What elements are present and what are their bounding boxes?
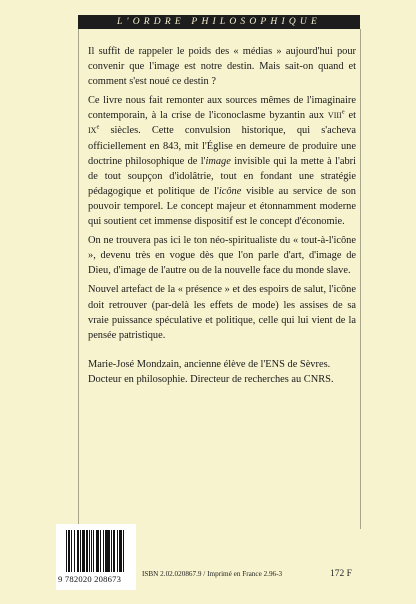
author-bio: Marie-José Mondzain, ancienne élève de l'ENS de Sèvres. Docteur en philosophie. Directeur de recherches au CNRS. xyxy=(88,358,334,385)
text-run: visible au service de son pouvoir temporel. Le concept majeur et étonnamment moderne qui soutient cet immense dispositif est le concept d'économie. xyxy=(88,185,356,228)
text-run: invisible qui la mette à l'abri de tout soupçon d'idolâtrie, tout en fondant une stratégie pédagogique et politique de l' xyxy=(88,155,356,197)
roman-numeral: IX xyxy=(88,126,97,136)
paragraph-tone: On ne trouvera pas ici le ton néo-spiritualiste du « tout-à-l'icône », devenu très en vogue dès que l'on parle d'art, d'image de Dieu, d'image de l'autre ou de la nouvelle face du monde slave. xyxy=(88,235,356,277)
superscript: e xyxy=(96,124,100,131)
paragraph-intro: Il suffit de rappeler le poids des « médias » aujourd'hui pour convenir que l'image est notre destin. Mais sait-on quand et comment s'est noué ce destin ? xyxy=(88,46,356,88)
paragraph-history xyxy=(88,93,356,229)
isbn-line: ISBN 2.02.020867.9 / Imprimé en France 2.96-3 xyxy=(142,570,283,578)
back-cover-text xyxy=(88,44,356,391)
price: 172 F xyxy=(330,569,352,579)
barcode-bars xyxy=(66,530,130,572)
series-banner xyxy=(78,15,360,29)
superscript: e xyxy=(341,108,345,116)
text-run: siècles. Cette convulsion historique, qui s'acheva officiellement en 843, mit l'Église en demeure de produire une doctrine philosophique de l' xyxy=(88,125,356,167)
roman-numeral: VIII xyxy=(327,111,342,121)
text-run: Ce livre nous fait remonter aux sources mêmes de l'imaginaire contemporain, à la crise de l'iconoclasme byzantin aux xyxy=(88,95,356,122)
paragraph-artefact: Nouvel artefact de la « présence » et des espoirs de salut, l'icône doit retrouver (par-delà les effets de mode) les assises de sa vraie puissance spéculative et politique, celle qui lui vient de la pensée patristique. xyxy=(88,284,356,341)
italic-word: image xyxy=(205,155,231,167)
text-run: et xyxy=(344,110,356,122)
series-title: L'ORDRE PHILOSOPHIQUE xyxy=(117,17,321,27)
italic-word: icône xyxy=(218,185,242,197)
barcode-number: 9 782020 208673 xyxy=(58,574,122,584)
barcode-stripe xyxy=(124,530,126,572)
barcode xyxy=(56,524,136,590)
